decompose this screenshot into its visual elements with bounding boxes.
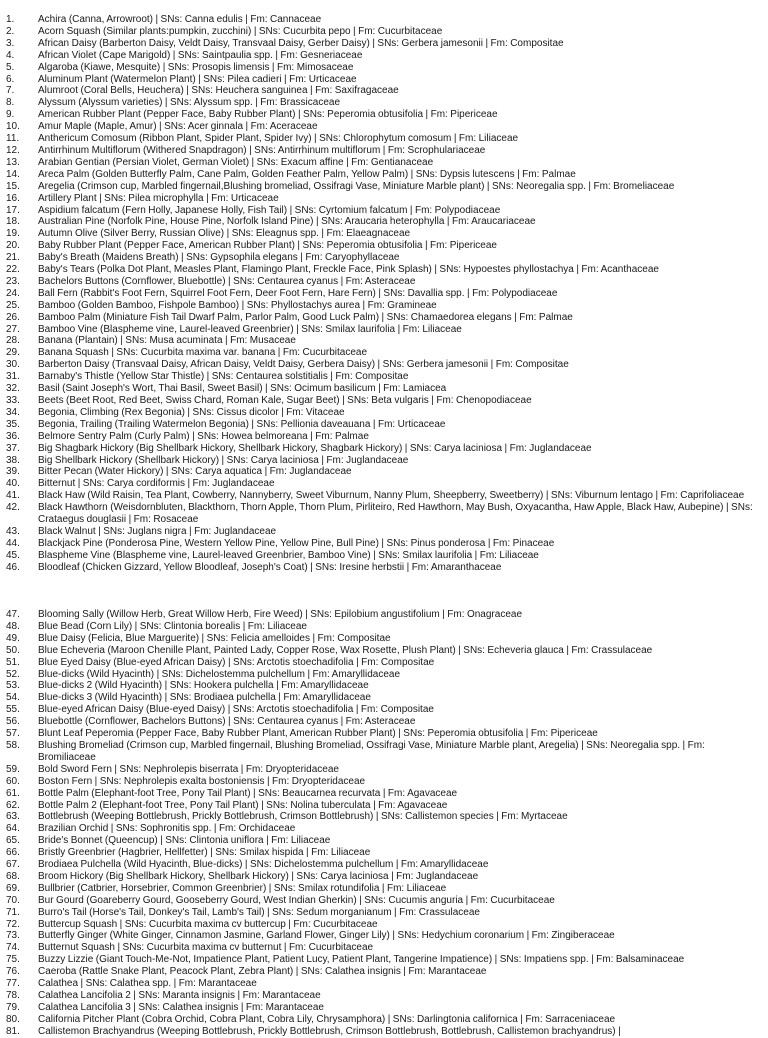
list-item bbox=[0, 669, 768, 681]
list-item bbox=[0, 776, 768, 788]
list-item bbox=[0, 347, 768, 359]
list-item-text: Blue-dicks (Wild Hyacinth) | SNs: Dichelostemma pulchellum | Fm: Amaryllidaceae bbox=[38, 668, 401, 680]
list-item-number: 48. bbox=[6, 620, 20, 632]
list-item-text: Buzzy Lizzie (Giant Touch-Me-Not, Impatience Plant, Patient Lucy, Patient Plant, Tangerine Impatience) | SNs: Impatiens spp. | Fm: Balsaminaceae bbox=[38, 954, 685, 966]
list-item-text: Beets (Beet Root, Red Beet, Swiss Chard, Roman Kale, Sugar Beet) | SNs: Beta vulgaris | Fm: Chenopodiaceae bbox=[38, 395, 532, 406]
list-item-text: Anthericum Comosum (Ribbon Plant, Spider Plant, Spider Ivy) | SNs: Chlorophytum comosum | Fm: Liliaceae bbox=[38, 133, 519, 145]
list-item-text: Big Shellbark Hickory (Shellbark Hickory) | SNs: Carya laciniosa | Fm: Juglandaceae bbox=[38, 454, 409, 466]
list-item bbox=[0, 788, 768, 800]
list-item bbox=[0, 954, 768, 966]
list-item-text: Alyssum (Alyssum varieties) | SNs: Alyssum spp. | Fm: Brassicaceae bbox=[38, 97, 341, 109]
list-item-text: Banana Squash | SNs: Cucurbita maxima var. banana | Fm: Cucurbitaceae bbox=[38, 347, 368, 359]
list-item-number: 8. bbox=[6, 97, 15, 109]
list-item-number: 25. bbox=[6, 299, 20, 311]
list-item-number: 73. bbox=[6, 930, 20, 942]
list-item-number: 20. bbox=[6, 240, 20, 252]
list-item bbox=[0, 895, 768, 907]
list-item-number: 81. bbox=[6, 1025, 20, 1037]
list-item-number: 30. bbox=[6, 359, 20, 371]
list-item-text: Bamboo Vine (Blaspheme vine, Laurel-leaved Greenbrier) | SNs: Smilax laurifolia | Fm: Liliaceae bbox=[38, 323, 462, 335]
list-item bbox=[0, 252, 768, 264]
list-item bbox=[0, 680, 768, 692]
list-item-number: 61. bbox=[6, 787, 20, 799]
list-item-text: Black Hawthorn (Weisdornbluten, Blackthorn, Thorn Apple, Thorn Plum, Pirliteiro, Red Hawthorn, May Bush, Oxyacantha, Haw Apple, Black Haw, Aubepine) | SNs: Crataegus douglasii | Fm: Rosaceae bbox=[38, 502, 753, 526]
list-item-text: African Daisy (Barberton Daisy, Veldt Daisy, Transvaal Daisy, Gerber Daisy) | SNs: Gerbera jamesonii | Fm: Compositae bbox=[38, 37, 564, 49]
list-item-text: Butternut Squash | SNs: Cucurbita maxima cv butternut | Fm: Cucurbitaceae bbox=[38, 942, 374, 954]
list-item bbox=[0, 264, 768, 276]
list-item-number: 4. bbox=[6, 49, 15, 61]
list-item-number: 33. bbox=[6, 395, 20, 406]
list-item-text: Algaroba (Kiawe, Mesquite) | SNs: Prosopis limensis | Fm: Mimosaceae bbox=[38, 61, 354, 73]
list-item-text: Bur Gourd (Goareberry Gourd, Gooseberry Gourd, West Indian Gherkin) | SNs: Cucumis anguria | Fm: Cucurbitaceae bbox=[38, 894, 555, 906]
list-item-number: 69. bbox=[6, 882, 20, 894]
list-item-text: Australian Pine (Norfolk Pine, House Pine, Norfolk Island Pine) | SNs: Araucaria heterophylla | Fm: Araucariaceae bbox=[38, 216, 536, 228]
list-item bbox=[0, 228, 768, 240]
list-item-number: 47. bbox=[6, 609, 20, 620]
list-item bbox=[0, 823, 768, 835]
list-item-number: 38. bbox=[6, 454, 20, 466]
list-item-number: 64. bbox=[6, 823, 20, 835]
list-item-number: 60. bbox=[6, 775, 20, 787]
list-item bbox=[0, 205, 768, 217]
list-item-text: Basil (Saint Joseph's Wort, Thai Basil, Sweet Basil) | SNs: Ocimum basilicum | Fm: Lamiacea bbox=[38, 383, 447, 395]
list-item-text: African Violet (Cape Marigold) | SNs: Saintpaulia spp. | Fm: Gesneriaceae bbox=[38, 49, 363, 61]
list-item bbox=[0, 692, 768, 704]
list-item-number: 31. bbox=[6, 371, 20, 383]
list-item bbox=[0, 395, 768, 407]
list-item-text: Blue-eyed African Daisy (Blue-eyed Daisy) | SNs: Arctotis stoechadifolia | Fm: Compositae bbox=[38, 704, 434, 716]
list-item-text: Arabian Gentian (Persian Violet, German Violet) | SNs: Exacum affine | Fm: Gentianaceae bbox=[38, 156, 434, 168]
list-item-text: Brodiaea Pulchella (Wild Hyacinth, Blue-dicks) | SNs: Dichelostemma pulchellum | Fm: Amaryllidaceae bbox=[38, 859, 489, 871]
list-item bbox=[0, 312, 768, 324]
list-item bbox=[0, 930, 768, 942]
list-item-text: Blackjack Pine (Ponderosa Pine, Western Yellow Pine, Yellow Pine, Bull Pine) | SNs: Pinus ponderosa | Fm: Pinaceae bbox=[38, 537, 555, 549]
list-item bbox=[0, 990, 768, 1002]
list-item-text: Bloodleaf (Chicken Gizzard, Yellow Bloodleaf, Joseph's Coat) | SNs: Iresine herbstii | Fm: Amaranthaceae bbox=[38, 561, 502, 573]
list-item bbox=[0, 300, 768, 312]
list-item bbox=[0, 966, 768, 978]
list-item-text: Barnaby's Thistle (Yellow Star Thistle) | SNs: Centaurea solstitialis | Fm: Compositae bbox=[38, 371, 409, 383]
list-item-text: Banana (Plantain) | SNs: Musa acuminata | Fm: Musaceae bbox=[38, 335, 296, 347]
list-item bbox=[0, 181, 768, 193]
list-item-text: Bamboo (Golden Bamboo, Fishpole Bamboo) | SNs: Phyllostachys aurea | Fm: Gramineae bbox=[38, 299, 437, 311]
list-item bbox=[0, 1026, 768, 1038]
list-item bbox=[0, 431, 768, 443]
list-item-text: Blue Daisy (Felicia, Blue Marguerite) | SNs: Felicia amelloides | Fm: Compositae bbox=[38, 632, 391, 644]
list-item-number: 74. bbox=[6, 942, 20, 954]
list-item-number: 42. bbox=[6, 502, 20, 514]
list-item-number: 63. bbox=[6, 811, 20, 823]
list-item-number: 46. bbox=[6, 561, 20, 573]
list-item bbox=[0, 764, 768, 776]
list-item-number: 37. bbox=[6, 442, 20, 454]
list-item bbox=[0, 633, 768, 645]
list-item-number: 45. bbox=[6, 549, 20, 561]
list-item-number: 36. bbox=[6, 430, 20, 442]
list-item-text: Black Walnut | SNs: Juglans nigra | Fm: Juglandaceae bbox=[38, 525, 277, 537]
list-item bbox=[0, 14, 768, 26]
list-item bbox=[0, 645, 768, 657]
list-item-text: Autumn Olive (Silver Berry, Russian Olive) | SNs: Eleagnus spp. | Fm: Elaeagnaceae bbox=[38, 228, 411, 240]
list-item bbox=[0, 97, 768, 109]
list-item-number: 2. bbox=[6, 25, 15, 37]
list-item-number: 68. bbox=[6, 870, 20, 882]
list-item-text: Baby's Breath (Maidens Breath) | SNs: Gypsophila elegans | Fm: Caryophyllaceae bbox=[38, 252, 400, 264]
list-item-number: 19. bbox=[6, 228, 20, 240]
list-item-text: Brazilian Orchid | SNs: Sophronitis spp. | Fm: Orchidaceae bbox=[38, 823, 296, 835]
list-item-text: Bitter Pecan (Water Hickory) | SNs: Carya aquatica | Fm: Juglandaceae bbox=[38, 466, 352, 478]
list-item-text: Big Shagbark Hickory (Big Shellbark Hickory, Shellbark Hickory, Shagbark Hickory) | SNs: Carya laciniosa | Fm: Juglandaceae bbox=[38, 442, 592, 454]
list-item bbox=[0, 38, 768, 50]
list-item bbox=[0, 324, 768, 336]
list-item-text: Bride's Bonnet (Queencup) | SNs: Clintonia uniflora | Fm: Liliaceae bbox=[38, 835, 331, 847]
list-item bbox=[0, 609, 768, 621]
list-item-text: Antirrhinum Multiflorum (Withered Snapdragon) | SNs: Antirrhinum multiflorum | Fm: Scrophulariaceae bbox=[38, 144, 486, 156]
list-item-text: Bachelors Buttons (Cornflower, Bluebottle) | SNs: Centaurea cyanus | Fm: Asteraceae bbox=[38, 275, 416, 287]
list-item bbox=[0, 276, 768, 288]
list-item bbox=[0, 383, 768, 395]
list-item-number: 3. bbox=[6, 37, 15, 49]
list-item bbox=[0, 240, 768, 252]
list-item-number: 75. bbox=[6, 954, 20, 966]
list-item bbox=[0, 550, 768, 562]
list-item-number: 11. bbox=[6, 133, 20, 145]
list-item bbox=[0, 455, 768, 467]
list-item-number: 53. bbox=[6, 680, 20, 692]
list-item-number: 21. bbox=[6, 252, 20, 264]
list-item-number: 41. bbox=[6, 490, 20, 502]
list-item-text: Amur Maple (Maple, Amur) | SNs: Acer ginnala | Fm: Aceraceae bbox=[38, 121, 318, 133]
list-item-number: 40. bbox=[6, 478, 20, 490]
list-item-number: 29. bbox=[6, 347, 20, 359]
list-item bbox=[0, 74, 768, 86]
list-item-number: 26. bbox=[6, 311, 20, 323]
list-item bbox=[0, 335, 768, 347]
list-item bbox=[0, 704, 768, 716]
list-item-text: Burro's Tail (Horse's Tail, Donkey's Tail, Lamb's Tail) | SNs: Sedum morganianum | Fm: Crassulaceae bbox=[38, 906, 480, 918]
list-item-number: 71. bbox=[6, 906, 20, 918]
list-item-text: Blunt Leaf Peperomia (Pepper Face, Baby Rubber Plant, American Rubber Plant) | SNs: Peperomia obtusifolia | Fm: Pipericeae bbox=[38, 728, 598, 740]
list-item bbox=[0, 978, 768, 990]
list-item-number: 50. bbox=[6, 644, 20, 656]
list-item-text: Bottle Palm (Elephant-foot Tree, Pony Tail Plant) | SNs: Beaucarnea recurvata | Fm: Agavaceae bbox=[38, 787, 458, 799]
list-item-number: 80. bbox=[6, 1013, 20, 1025]
list-item-text: Baby's Tears (Polka Dot Plant, Measles Plant, Flamingo Plant, Freckle Face, Pink Splash) | SNs: Hypoestes phyllostachya | Fm: Acanthaceae bbox=[38, 264, 659, 276]
list-item-text: Blushing Bromeliad (Crimson cup, Marbled fingernail, Blushing Bromeliad, Ossifragi Vase, Miniature Marble plant, Aregelia) | SNs: Neoregalia spp. | Fm: Bromiliaceae bbox=[38, 739, 705, 763]
list-item-number: 17. bbox=[6, 204, 20, 216]
list-item-number: 44. bbox=[6, 537, 20, 549]
list-item-text: Black Haw (Wild Raisin, Tea Plant, Cowberry, Nannyberry, Sweet Viburnum, Nanny Plum, Sheepberry, Sweetberry) | SNs: Viburnum lentago | Fm: Caprifoliaceae bbox=[38, 490, 745, 502]
list-item bbox=[0, 121, 768, 133]
list-item-number: 70. bbox=[6, 894, 20, 906]
list-item bbox=[0, 109, 768, 121]
list-item-number: 54. bbox=[6, 692, 20, 704]
list-item bbox=[0, 800, 768, 812]
list-item bbox=[0, 871, 768, 883]
list-item bbox=[0, 811, 768, 823]
list-item-number: 12. bbox=[6, 144, 20, 156]
list-item-text: Bullbrier (Catbrier, Horsebrier, Common Greenbrier) | SNs: Smilax rotundifolia | Fm: Liliaceae bbox=[38, 882, 447, 894]
list-item bbox=[0, 193, 768, 205]
list-item-number: 28. bbox=[6, 335, 20, 347]
list-item-number: 27. bbox=[6, 323, 20, 335]
list-item-text: Calathea Lancifolia 3 | SNs: Calathea insignis | Fm: Marantaceae bbox=[38, 1001, 324, 1013]
list-item bbox=[0, 502, 768, 526]
list-item-text: Achira (Canna, Arrowroot) | SNs: Canna edulis | Fm: Cannaceae bbox=[38, 14, 322, 25]
list-item-text: Bluebottle (Cornflower, Bachelors Buttons) | SNs: Centaurea cyanus | Fm: Asteraceae bbox=[38, 716, 416, 728]
list-item-number: 39. bbox=[6, 466, 20, 478]
list-item bbox=[0, 835, 768, 847]
list-item bbox=[0, 133, 768, 145]
list-item-text: Baby Rubber Plant (Pepper Face, American Rubber Plant) | SNs: Peperomia obtusifolia | Fm: Pipericeae bbox=[38, 240, 497, 252]
list-item-number: 13. bbox=[6, 156, 20, 168]
list-item bbox=[0, 740, 768, 764]
list-item bbox=[0, 728, 768, 740]
list-item-text: Calathea | SNs: Calathea spp. | Fm: Marantaceae bbox=[38, 978, 257, 990]
list-item bbox=[0, 859, 768, 871]
list-item-number: 1. bbox=[6, 14, 15, 25]
list-item-text: California Pitcher Plant (Cobra Orchid, Cobra Plant, Cobra Lily, Chrysamphora) | SNs: Darlingtonia californica | Fm: Sarraceniaceae bbox=[38, 1013, 616, 1025]
list-item-text: Caeroba (Rattle Snake Plant, Peacock Plant, Zebra Plant) | SNs: Calathea insignis | Fm: Marantaceae bbox=[38, 966, 487, 978]
list-item-number: 15. bbox=[6, 180, 20, 192]
list-item-number: 51. bbox=[6, 656, 20, 668]
list-item-text: Bottle Palm 2 (Elephant-foot Tree, Pony Tail Plant) | SNs: Nolina tuberculata | Fm: Agavaceae bbox=[38, 799, 448, 811]
list-item-number: 77. bbox=[6, 978, 20, 990]
list-item-text: Aluminum Plant (Watermelon Plant) | SNs: Pilea cadieri | Fm: Urticaceae bbox=[38, 73, 357, 85]
list-item bbox=[0, 85, 768, 97]
list-item-number: 43. bbox=[6, 525, 20, 537]
list-item-number: 35. bbox=[6, 418, 20, 430]
list-item bbox=[0, 288, 768, 300]
list-item-number: 49. bbox=[6, 632, 20, 644]
list-item bbox=[0, 1002, 768, 1014]
list-item-text: Broom Hickory (Big Shellbark Hickory, Shellbark Hickory) | SNs: Carya laciniosa | Fm: Juglandaceae bbox=[38, 870, 479, 882]
list-item bbox=[0, 562, 768, 574]
list-item-number: 59. bbox=[6, 763, 20, 775]
list-item-number: 6. bbox=[6, 73, 15, 85]
list-item bbox=[0, 621, 768, 633]
list-item-number: 16. bbox=[6, 192, 20, 204]
list-item bbox=[0, 883, 768, 895]
list-item-number: 55. bbox=[6, 704, 20, 716]
list-item-text: Bold Sword Fern | SNs: Nephrolepis biserrata | Fm: Dryopteridaceae bbox=[38, 763, 339, 775]
list-item bbox=[0, 942, 768, 954]
list-item bbox=[0, 847, 768, 859]
list-item-text: Buttercup Squash | SNs: Cucurbita maxima cv buttercup | Fm: Cucurbitaceae bbox=[38, 918, 378, 930]
list-item-number: 10. bbox=[6, 121, 20, 133]
list-item-text: Blooming Sally (Willow Herb, Great Willow Herb, Fire Weed) | SNs: Epilobium angustifolium | Fm: Onagraceae bbox=[38, 609, 523, 620]
list-item-text: Blue-dicks 2 (Wild Hyacinth) | SNs: Hookera pulchella | Fm: Amaryllidaceae bbox=[38, 680, 369, 692]
list-item bbox=[0, 50, 768, 62]
list-item bbox=[0, 216, 768, 228]
list-item-number: 66. bbox=[6, 847, 20, 859]
list-item bbox=[0, 490, 768, 502]
list-item-number: 79. bbox=[6, 1001, 20, 1013]
list-item-number: 72. bbox=[6, 918, 20, 930]
list-item-text: Barberton Daisy (Transvaal Daisy, African Daisy, Veldt Daisy, Gerbera Daisy) | SNs: Gerbera jamesonii | Fm: Compositae bbox=[38, 359, 569, 371]
list-item-text: Begonia, Climbing (Rex Begonia) | SNs: Cissus dicolor | Fm: Vitaceae bbox=[38, 406, 345, 418]
list-item-text: Aregelia (Crimson cup, Marbled fingernail,Blushing bromeliad, Ossifragi Vase, Miniature Marble plant) | SNs: Neoregalia spp. | Fm: Bromeliaceae bbox=[38, 180, 675, 192]
list-item-text: Ball Fern (Rabbit's Foot Fern, Squirrel Foot Fern, Deer Foot Fern, Hare Fern) | SNs: Davallia spp. | Fm: Polypodiaceae bbox=[38, 287, 558, 299]
list-item-number: 14. bbox=[6, 168, 20, 180]
list-item-number: 78. bbox=[6, 990, 20, 1001]
plant-list-section-2 bbox=[0, 609, 768, 1038]
list-item-number: 5. bbox=[6, 61, 15, 73]
list-item bbox=[0, 919, 768, 931]
list-item-number: 22. bbox=[6, 264, 20, 276]
list-item-text: Bamboo Palm (Miniature Fish Tail Dwarf Palm, Parlor Palm, Good Luck Palm) | SNs: Chamaedorea elegans | Fm: Palmae bbox=[38, 311, 573, 323]
list-item bbox=[0, 407, 768, 419]
list-item-text: Alumroot (Coral Bells, Heuchera) | SNs: Heuchera sanguinea | Fm: Saxifragaceae bbox=[38, 85, 399, 97]
list-item-number: 7. bbox=[6, 85, 15, 97]
list-item-text: Boston Fern | SNs: Nephrolepis exalta bostoniensis | Fm: Dryopteridaceae bbox=[38, 775, 366, 787]
list-item bbox=[0, 145, 768, 157]
list-item bbox=[0, 907, 768, 919]
list-item-text: Blaspheme Vine (Blaspheme vine, Laurel-leaved Greenbrier, Bamboo Vine) | SNs: Smilax laurifolia | Fm: Liliaceae bbox=[38, 549, 539, 561]
list-item-number: 52. bbox=[6, 668, 20, 680]
list-item-number: 62. bbox=[6, 799, 20, 811]
list-item bbox=[0, 1014, 768, 1026]
list-item bbox=[0, 359, 768, 371]
list-item bbox=[0, 716, 768, 728]
list-item-number: 76. bbox=[6, 966, 20, 978]
list-item-number: 32. bbox=[6, 383, 20, 395]
list-item-number: 9. bbox=[6, 109, 15, 121]
list-item-text: Blue Bead (Corn Lily) | SNs: Clintonia borealis | Fm: Liliaceae bbox=[38, 620, 307, 632]
list-item-text: Blue-dicks 3 (Wild Hyacinth) | SNs: Brodiaea pulchella | Fm: Amaryllidaceae bbox=[38, 692, 371, 704]
list-item bbox=[0, 26, 768, 38]
list-item-text: Acorn Squash (Similar plants:pumpkin, zucchini) | SNs: Cucurbita pepo | Fm: Cucurbitaceae bbox=[38, 25, 443, 37]
list-item-text: Calathea Lancifolia 2 | SNs: Maranta insignis | Fm: Marantaceae bbox=[38, 990, 321, 1001]
list-item-text: Areca Palm (Golden Butterfly Palm, Cane Palm, Golden Feather Palm, Yellow Palm) | SNs: Dypsis lutescens | Fm: Palmae bbox=[38, 168, 576, 180]
list-item-number: 34. bbox=[6, 406, 20, 418]
list-item-number: 56. bbox=[6, 716, 20, 728]
list-item-text: Callistemon Brachyandrus (Weeping Bottlebrush, Prickly Bottlebrush, Crimson Bottlebrush, Bottlebrush, Callistemon brachyandrus) | bbox=[38, 1025, 621, 1037]
list-item-number: 57. bbox=[6, 728, 20, 740]
list-item-text: Aspidium falcatum (Fern Holly, Japanese Holly, Fish Tail) | SNs: Cyrtomium falcatum | Fm: Polypodiaceae bbox=[38, 204, 501, 216]
list-item-text: Blue Echeveria (Maroon Chenille Plant, Painted Lady, Copper Rose, Wax Rosette, Plush Plant) | SNs: Echeveria glauca | Fm: Crassulaceae bbox=[38, 644, 653, 656]
list-item-text: Begonia, Trailing (Trailing Watermelon Begonia) | SNs: Pellionia daveauana | Fm: Urticaceae bbox=[38, 418, 446, 430]
list-item bbox=[0, 538, 768, 550]
list-item-text: Artillery Plant | SNs: Pilea microphylla | Fm: Urticaceae bbox=[38, 192, 279, 204]
list-item-number: 23. bbox=[6, 275, 20, 287]
list-item bbox=[0, 157, 768, 169]
plant-list-section-1 bbox=[0, 14, 768, 574]
list-item-text: Bottlebrush (Weeping Bottlebrush, Prickly Bottlebrush, Crimson Bottlebrush) | SNs: Callistemon species | Fm: Myrtaceae bbox=[38, 811, 568, 823]
list-item bbox=[0, 419, 768, 431]
list-item-number: 24. bbox=[6, 287, 20, 299]
list-item bbox=[0, 371, 768, 383]
list-item bbox=[0, 478, 768, 490]
list-item bbox=[0, 62, 768, 74]
list-item-number: 58. bbox=[6, 739, 20, 751]
list-item bbox=[0, 657, 768, 669]
list-item-number: 18. bbox=[6, 216, 20, 228]
list-item-text: American Rubber Plant (Pepper Face, Baby Rubber Plant) | SNs: Peperomia obtusifolia | Fm: Pipericeae bbox=[38, 109, 498, 121]
list-item-number: 65. bbox=[6, 835, 20, 847]
list-item bbox=[0, 169, 768, 181]
list-item-text: Blue Eyed Daisy (Blue-eyed African Daisy) | SNs: Arctotis stoechadifolia | Fm: Compositae bbox=[38, 656, 435, 668]
list-item bbox=[0, 526, 768, 538]
list-item bbox=[0, 443, 768, 455]
list-item-number: 67. bbox=[6, 859, 20, 871]
list-item-text: Bristly Greenbrier (Hagbrier, Hellfetter) | SNs: Smilax hispida | Fm: Liliaceae bbox=[38, 847, 371, 859]
list-item bbox=[0, 466, 768, 478]
list-item-text: Belmore Sentry Palm (Curly Palm) | SNs: Howea belmoreana | Fm: Palmae bbox=[38, 430, 369, 442]
list-item-text: Bitternut | SNs: Carya cordiformis | Fm: Juglandaceae bbox=[38, 478, 275, 490]
list-item-text: Butterfly Ginger (White Ginger, Cinnamon Jasmine, Garland Flower, Ginger Lily) | SNs: Hedychium coronarium | Fm: Zingiberaceae bbox=[38, 930, 615, 942]
